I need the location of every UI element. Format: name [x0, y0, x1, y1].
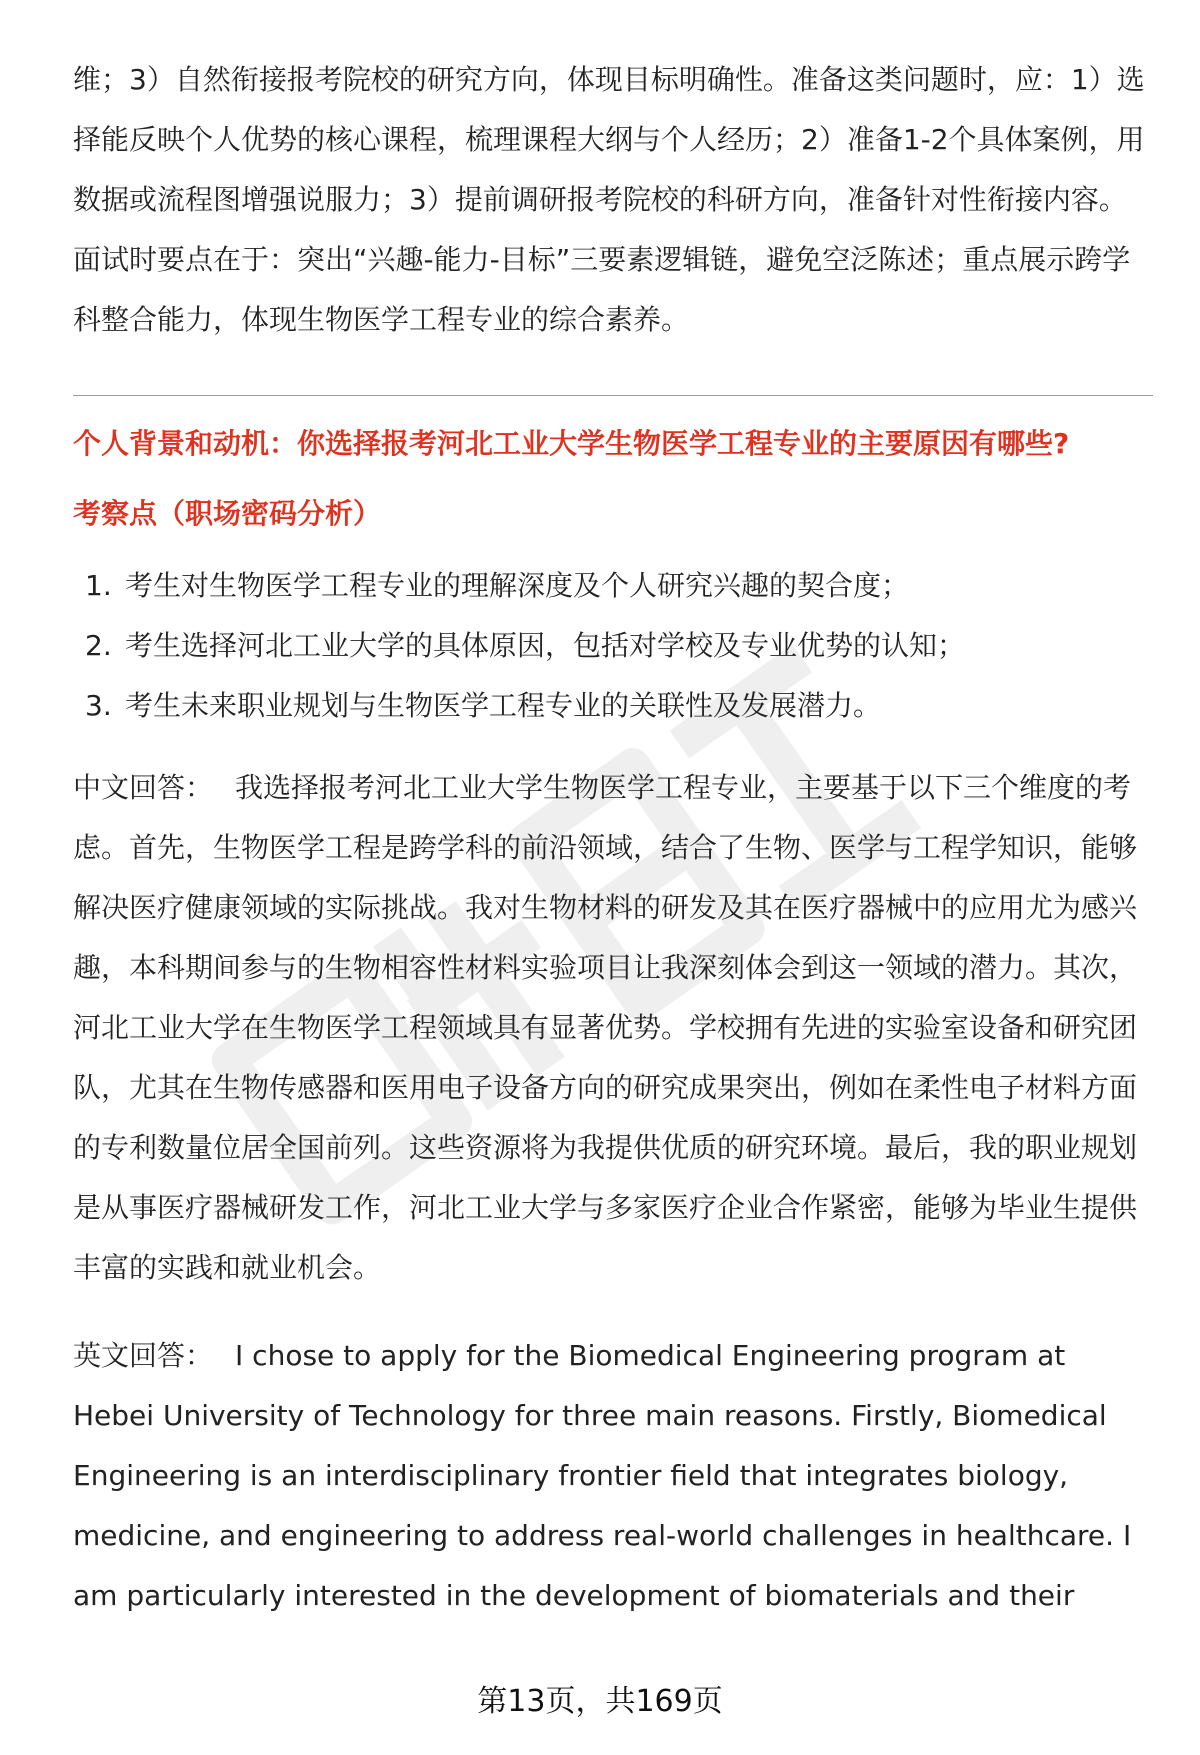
chinese-answer-paragraph — [73, 758, 1153, 1298]
english-answer-label: 英文回答： — [73, 1339, 214, 1372]
page-number-footer: 第13页，共169页 — [477, 1684, 723, 1719]
english-answer-paragraph — [73, 1326, 1153, 1626]
list-item-text: 考生对生物医学工程专业的理解深度及个人研究兴趣的契合度； — [125, 569, 910, 602]
list-item-number: 1. — [85, 569, 112, 602]
chinese-answer-text: 我选择报考河北工业大学生物医学工程专业，主要基于以下三个维度的考虑。首先，生物医学工程是跨学科的前沿领域，结合了生物、医学与工程学知识，能够解决医疗健康领域的实际挑战。我对生物材料的研发及其在医疗器械中的应用尤为感兴趣，本科期间参与的生物相容性材料实验项目让我深刻体会到这一领域的潜力。其次，河北工业大学在生物医学工程领域具有显著优势。学校拥有先进的实验室设备和研究团队，尤其在生物传感器和医用电子设备方向的研究成果突出，例如在柔性电子材料方面的专利数量位居全国前列。这些资源将为我提供优质的研究环境。最后，我的职业规划是从事医疗器械研发工作，河北工业大学与多家医疗企业合作紧密，能够为毕业生提供丰富的实践和就业机会。 — [73, 771, 1138, 1284]
english-answer-text: I chose to apply for the Biomedical Engineering program at Hebei University of Technology for three main reasons. Firstly, Biomedical Engineering is an interdisciplinary frontier field that integrates biology, medicine, and engineering to address real-world challenges in healthcare. I am particularly interested in the development of biomaterials and their — [73, 1339, 1132, 1612]
focus-heading: 考察点（职场密码分析） — [73, 497, 382, 530]
list-item-text: 考生未来职业规划与生物医学工程专业的关联性及发展潜力。 — [125, 689, 882, 722]
document-body — [73, 50, 1153, 1626]
list-item-text: 考生选择河北工业大学的具体原因，包括对学校及专业优势的认知； — [125, 629, 966, 662]
list-item — [73, 676, 1153, 736]
list-item-number: 3. — [85, 689, 112, 722]
list-item — [73, 616, 1153, 676]
intro-paragraph: 维；3）自然衔接报考院校的研究方向，体现目标明确性。准备这类问题时，应：1）选择能反映个人优势的核心课程，梳理课程大纲与个人经历；2）准备1-2个具体案例，用数据或流程图增强说服力；3）提前调研报考院校的科研方向，准备针对性衔接内容。面试时要点在于：突出“兴趣-能力-目标”三要素逻辑链，避免空泛陈述；重点展示跨学科整合能力，体现生物医学工程专业的综合素养。 — [73, 63, 1145, 336]
list-item — [73, 556, 1153, 616]
section-divider — [73, 395, 1153, 396]
question-title: 个人背景和动机：你选择报考河北工业大学生物医学工程专业的主要原因有哪些? — [73, 427, 1070, 460]
list-item-number: 2. — [85, 629, 112, 662]
chinese-answer-label: 中文回答： — [73, 771, 214, 804]
focus-points-list — [73, 556, 1153, 736]
